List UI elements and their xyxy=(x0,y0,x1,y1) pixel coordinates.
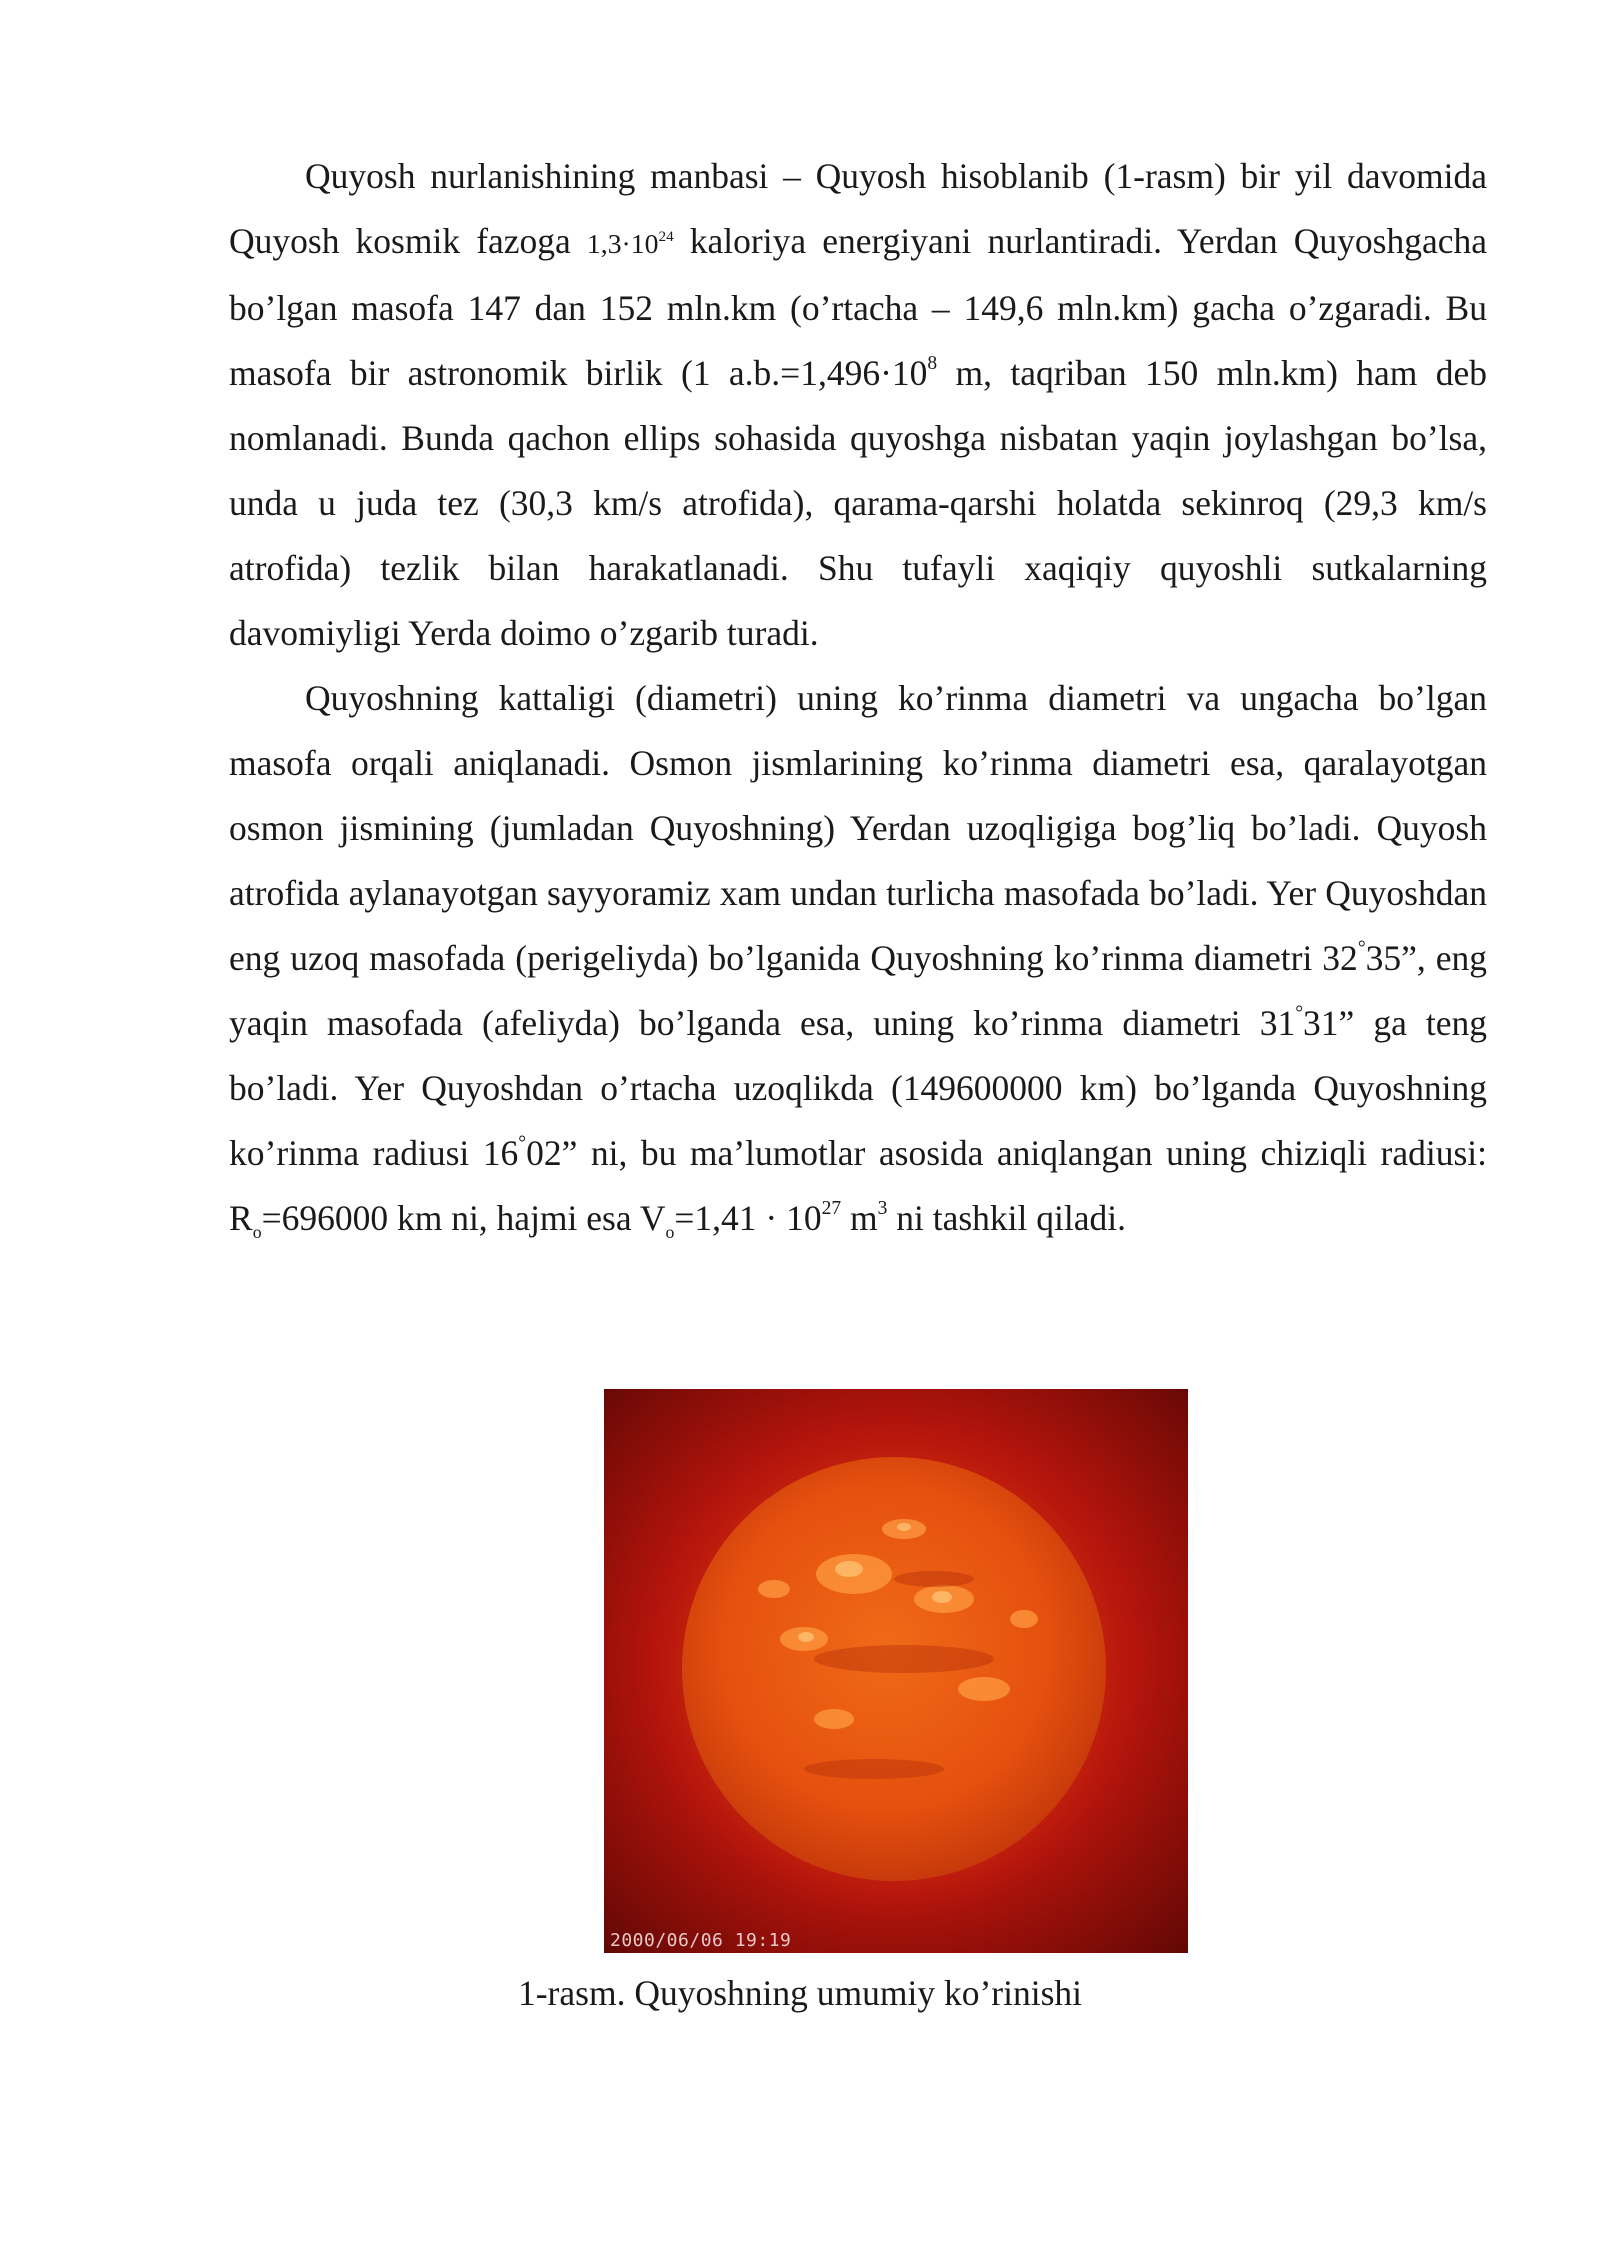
body-text xyxy=(229,144,1487,1251)
au-exponent: 8 xyxy=(927,353,938,375)
p1-text-c: m, taqriban 150 mln.km) ham deb nomlanadi. Bunda qachon ellips sohasida quyoshga nisbatan yaqin joylashgan bo’lsa, unda u juda tez (30,3 km/s atrofida), qarama-qarshi holatda sekinroq (29,3 km/s atrofida) tezlik bilan harakatlanadi. Shu tufayli xaqiqiy quyoshli sutkalarning davomiyligi Yerda doimo o’zgarib turadi. xyxy=(229,353,1487,653)
paragraph-2 xyxy=(229,666,1487,1251)
p2-text-b: 35”, eng yaqin masofada (afeliyda) bo’lganda esa, uning ko’rinma diametri 31 xyxy=(229,938,1488,1043)
degree-symbol: ° xyxy=(518,1133,527,1155)
sun-image xyxy=(604,1389,1188,1953)
energy-exponent: 24 xyxy=(658,227,674,245)
degree-symbol: ° xyxy=(1295,1003,1304,1025)
sun-illustration xyxy=(604,1389,1188,1953)
p2-text-f: =1,41 · 10 xyxy=(674,1198,822,1238)
volume-exponent: 27 xyxy=(821,1198,842,1220)
image-timestamp: 2000/06/06 19:19 xyxy=(610,1930,792,1951)
figure-caption: 1-rasm. Quyoshning umumiy ko’rinishi xyxy=(517,1973,1083,2013)
p2-text-c: 31” ga teng bo’ladi. Yer Quyoshdan o’rtacha uzoqlikda (149600000 km) bo’lganda Quyoshning ko’rinma radiusi 16 xyxy=(229,1003,1488,1173)
p2-text-e: =696000 km ni, hajmi esa V xyxy=(261,1198,666,1238)
cubic-exponent: 3 xyxy=(877,1198,888,1220)
energy-base: 1,3·10 xyxy=(586,228,659,259)
p1-text-a: Quyosh nurlanishining manbasi – Quyosh hisoblanib (1-rasm) bir yil davomida Quyosh kosmik fazoga xyxy=(229,156,1487,261)
p2-text-g: m xyxy=(841,1198,878,1238)
volume-subscript: o xyxy=(665,1222,675,1243)
p2-text-a: Quyoshning kattaligi (diametri) uning ko’rinma diametri va ungacha bo’lgan masofa orqali aniqlanadi. Osmon jismlarining ko’rinma diametri esa, qaralayotgan osmon jismining (jumladan Quyoshning) Yerdan uzoqligiga bog’liq bo’ladi. Quyosh atrofida aylanayotgan sayyoramiz xam undan turlicha masofada bo’ladi. Yer Quyoshdan eng uzoq masofada (perigeliyda) bo’lganida Quyoshning ko’rinma diametri 32 xyxy=(229,678,1487,978)
p2-text-d: 02” ni, bu ma’lumotlar asosida aniqlangan uning chiziqli radiusi: R xyxy=(229,1133,1487,1238)
energy-value xyxy=(587,228,674,259)
p2-text-h: ni tashkil qiladi. xyxy=(887,1198,1126,1238)
paragraph-1 xyxy=(229,144,1487,666)
p1-text-b: kaloriya energiyani nurlantiradi. Yerdan Quyoshgacha bo’lgan masofa 147 dan 152 mln.km (o’rtacha – 149,6 mln.km) gacha o’zgaradi. Bu masofa bir astronomik birlik (1 a.b.=1,496·10 xyxy=(229,221,1488,393)
degree-symbol: ° xyxy=(1357,938,1366,960)
radius-subscript: o xyxy=(252,1222,262,1243)
